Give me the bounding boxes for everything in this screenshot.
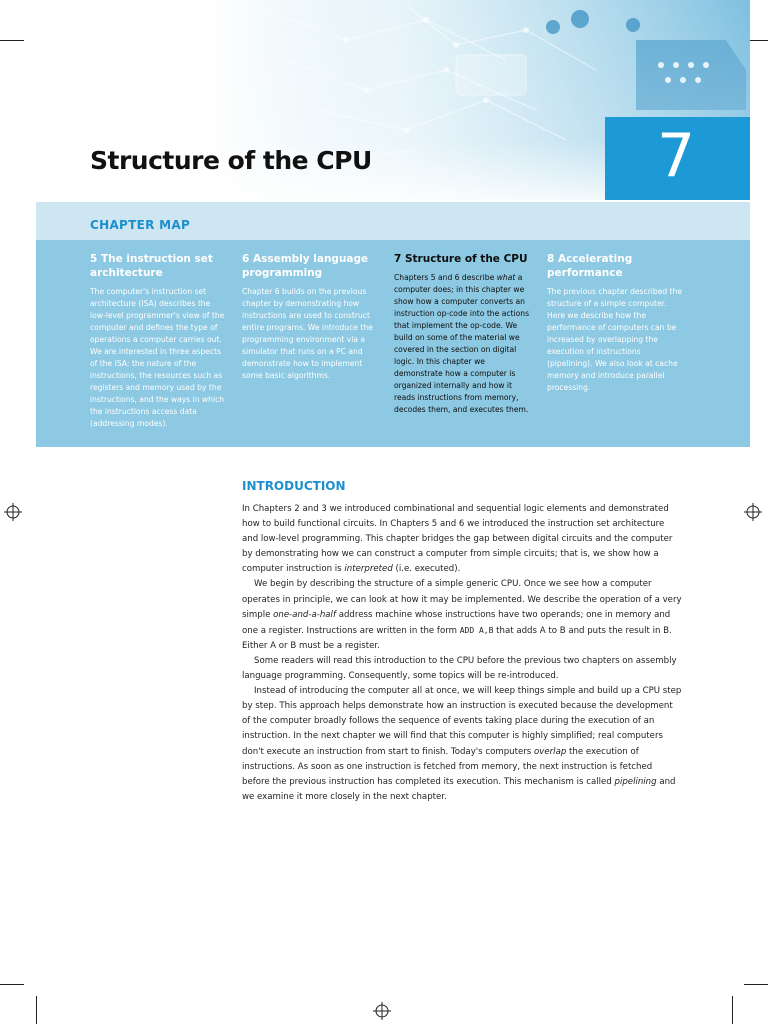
chapter-map-header (36, 202, 750, 240)
intro-p4-emphasis-2: pipelining (614, 776, 657, 787)
chapter-map-column-heading: 6 Assembly language programming (242, 253, 369, 279)
chapter-map-column-8 (547, 252, 685, 394)
chapter-map-body (36, 240, 750, 447)
crop-mark-bottom-right-h (744, 984, 768, 985)
intro-paragraph-1 (242, 502, 682, 577)
intro-paragraph-3: Some readers will read this introduction to the CPU before the previous two chapters on assembly language programming. Consequently, some topics will be re-introduced. (242, 655, 677, 682)
chapter-map-title: CHAPTER MAP (90, 218, 191, 232)
chapter-map-column-heading: 5 The instruction set architecture (90, 253, 213, 279)
chapter-map-column-text: The previous chapter described the structure of a simple computer. Here we describe how the performance of computers can be increased by overlapping the execution of instructions (pipelining). We also look at cache memory and introduce parallel processing. (547, 287, 683, 392)
registration-mark-bottom (373, 1002, 391, 1020)
crop-mark-bottom-left-h (0, 984, 24, 985)
crop-mark-top-left-h (0, 40, 24, 41)
column-7-text-emphasis: what (496, 273, 516, 282)
intro-p4-a: Instead of introducing the computer all at once, we will keep things simple and build up a CPU step by step. This approach helps demonstrate how an instruction is executed because the development of the computer broadly follows the sequence of events taking place during the execution of an instruction. In the next chapter we will find that this computer is highly simplified; real computers don't execute an instruction from start to finish. Today's computers (242, 686, 682, 757)
chapter-map-column-5 (90, 252, 228, 430)
registration-mark-right (744, 503, 762, 521)
intro-p4-b: the execution of instructions. As soon as one instruction is fetched from memory, the next instruction is fetched before the previous instruction has completed its execution. This mechanism is called (242, 746, 653, 787)
chapter-title: Structure of the CPU (90, 146, 372, 175)
introduction-heading: INTRODUCTION (242, 479, 346, 493)
chapter-number: 7 (657, 121, 696, 191)
intro-paragraph-4 (242, 684, 682, 805)
intro-p2-emphasis: one-and-a-half (273, 609, 336, 620)
intro-p2-code: ADD A,B (459, 625, 494, 635)
intro-p1-a: In Chapters 2 and 3 we introduced combinational and sequential logic elements and demonstrated how to build functional circuits. In Chapters 5 and 6 we introduced the instruction set architecture and low-level programming. This chapter bridges the gap between digital circuits and the computer by demonstrating how we can construct a computer from simple circuits; that is, we show how a computer instruction is (242, 504, 673, 575)
column-7-text-b: a computer does; in this chapter we show how a computer converts an instruction op-code into the actions that implement the op-code. We build on some of the material we covered in the section on digital logic. In this chapter we demonstrate how a computer is organized internally and how it reads instructions from memory, decodes them, and executes them. (394, 273, 530, 414)
crop-mark-bottom-left-v (36, 996, 37, 1024)
intro-p2-c: that adds A to B and puts the result in B. Either A or B must be a register. (242, 625, 672, 651)
intro-p2-b: address machine whose instructions have two operands; one in memory and one a register. Instructions are written in the form (242, 609, 671, 636)
intro-p1-emphasis: interpreted (344, 564, 393, 575)
chapter-map-column-text: Chapter 6 builds on the previous chapter by demonstrating how instructions are used to construct entire programs. We introduce the programming environment via a simulator that runs on a PC and demonstrate how to implement some basic algorithms. (242, 287, 373, 380)
crop-mark-bottom-right-v (732, 996, 733, 1024)
chapter-map-column-6 (242, 252, 380, 382)
chapter-map-column-heading: 7 Structure of the CPU (394, 253, 528, 265)
intro-p4-c: and we examine it more closely in the next chapter. (242, 776, 676, 802)
chapter-map-column-text (394, 272, 534, 416)
chapter-map-column-7 (394, 252, 534, 416)
chapter-map-column-text: The computer's instruction set architecture (ISA) describes the low-level programmer's view of the computer and defines the type of operations a computer carries out. We are interested in three aspects of the ISA: the nature of the instructions, the resources such as registers and memory used by the instructions, and the ways in which the instructions access data (addressing modes). (90, 287, 225, 428)
intro-paragraph-2 (242, 577, 682, 653)
column-7-text-a: Chapters 5 and 6 describe (394, 273, 497, 282)
intro-p1-b: (i.e. executed). (392, 564, 461, 575)
introduction-body (242, 502, 682, 805)
chapter-number-box (605, 117, 750, 200)
intro-p2-a: We begin by describing the structure of a simple generic CPU. Once we see how a computer operates in principle, we can look at how it may be implemented. We describe the operation of a very simple (242, 579, 682, 620)
registration-mark-left (4, 503, 22, 521)
intro-p4-emphasis: overlap (534, 746, 567, 757)
chapter-map-column-heading: 8 Accelerating performance (547, 253, 633, 279)
